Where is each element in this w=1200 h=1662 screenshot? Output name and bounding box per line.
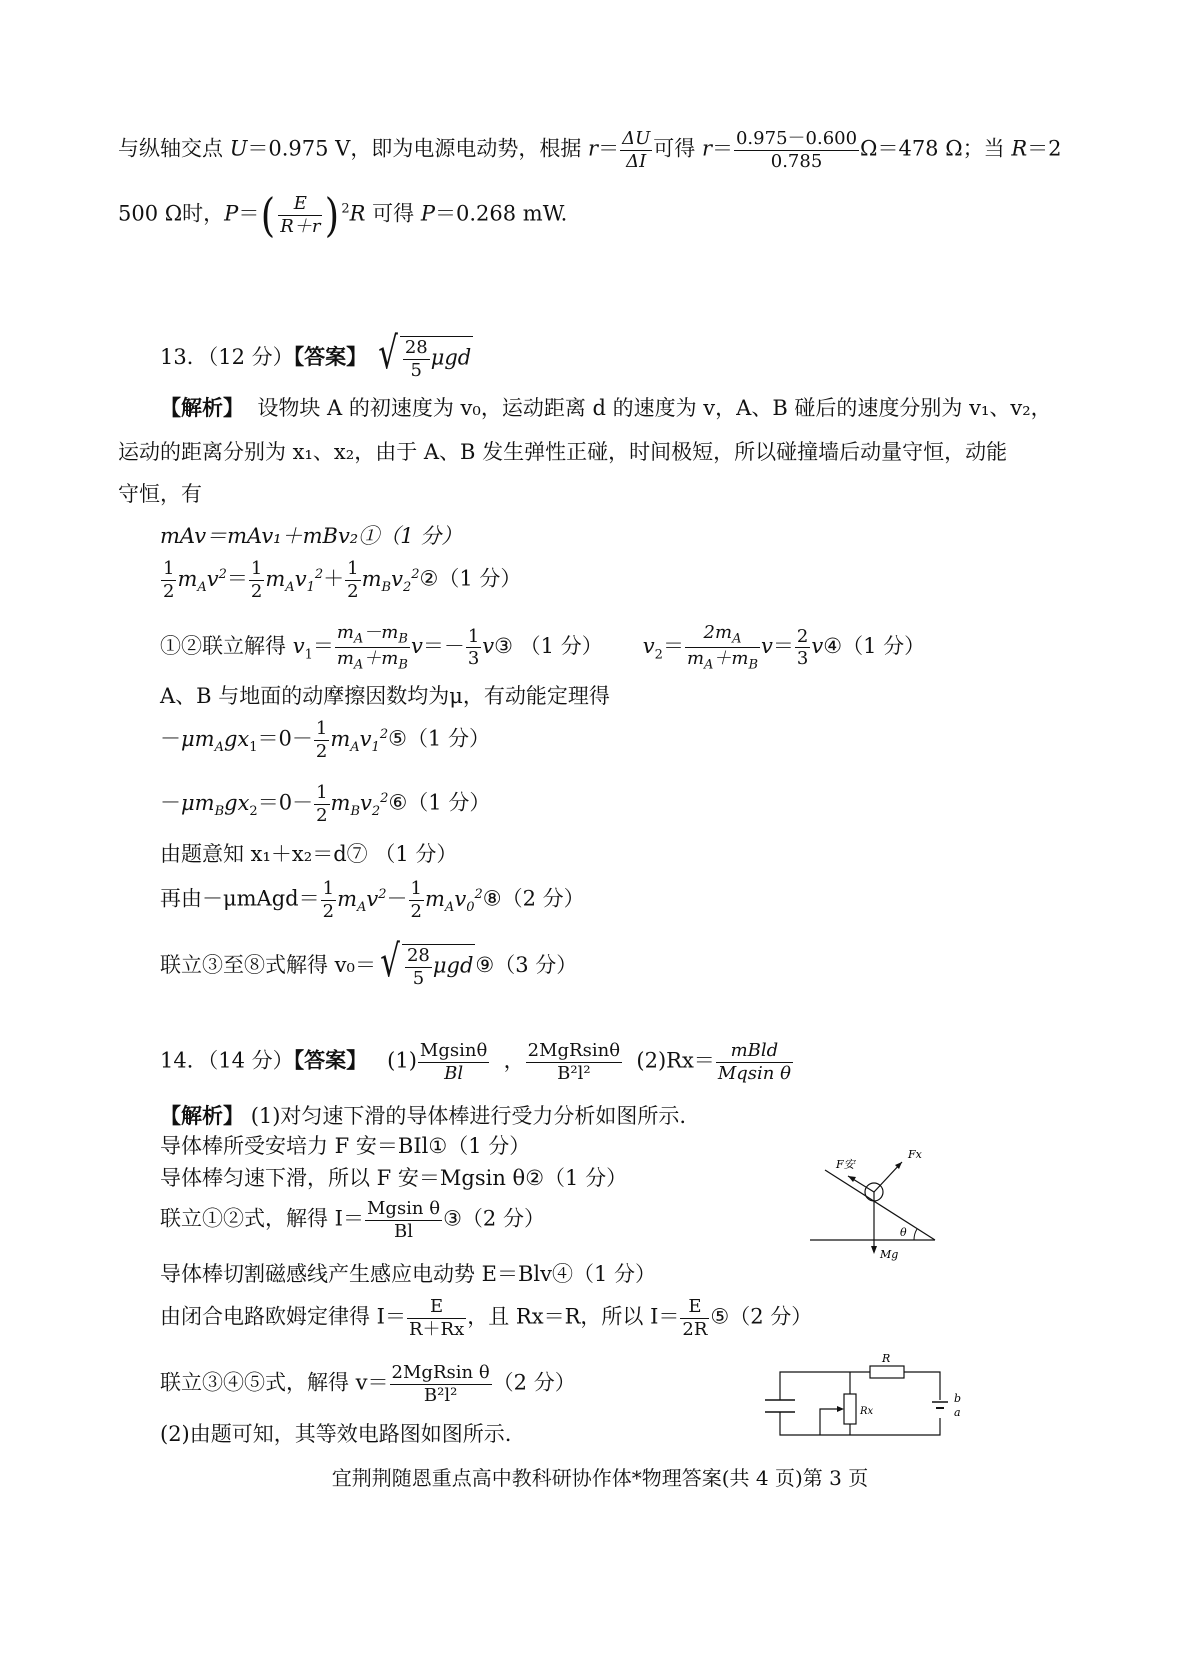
- text: Ω＝478 Ω；当: [860, 136, 1012, 161]
- text: ＝: [711, 136, 733, 161]
- resistor-rx: [844, 1394, 856, 1424]
- question-number: 14．（14 分）: [160, 1048, 294, 1073]
- text: r: [701, 136, 712, 161]
- fraction-power: [278, 193, 322, 237]
- frac: $\frac{1}{2}$: [322, 878, 335, 922]
- q13-eq7: 由题意知 x₁＋x₂＝d⑦ （1 分）: [160, 842, 458, 866]
- q13-eq9: [160, 936, 578, 989]
- points: （1 分）: [519, 634, 603, 659]
- frac-den: R＋Rx: [408, 1318, 465, 1340]
- text: ⑤（2 分）: [710, 1304, 813, 1329]
- frac-den: 2R: [682, 1318, 708, 1340]
- points: （2 分）: [501, 886, 585, 911]
- fraction-du-di: [620, 128, 652, 172]
- text: P: [420, 201, 435, 226]
- answer-label: 【答案】: [293, 344, 368, 370]
- frac: $\frac{1}{2}$: [316, 782, 328, 826]
- frac-den: Bl: [394, 1220, 414, 1242]
- angle-arc: [914, 1229, 917, 1240]
- frac-num: Mgsinθ: [419, 1040, 488, 1061]
- q14-s4: [160, 1198, 545, 1242]
- frac-den: 5: [410, 359, 422, 381]
- text: 500 Ω时，: [118, 201, 225, 226]
- q13-eq3: ①②联立解得 $v_1=$ $\frac{m_A-m_B}{m_A+m_B}$ v＝－ $\frac{1}{3}$ v③ （1 分） $v_2=$ $\frac{2m_A}{m_A+m_B}$ v＝ $\frac{2}{3}$ v④（1 分）: [160, 622, 926, 673]
- text: μgd: [430, 345, 472, 370]
- frac-den: B²l²: [423, 1384, 458, 1406]
- question-number: 13．（12 分）: [160, 345, 294, 370]
- text: ＝: [598, 136, 620, 161]
- q13-eq5: $-\mu m_Agx_1=0-$ $\frac{1}{2}$ $m_Av_1^2⑤(1$ 分）: [160, 718, 490, 762]
- text: 可得: [365, 201, 421, 226]
- label-b: b: [954, 1392, 962, 1405]
- text: (1)对匀速下滑的导体棒进行受力分析如图所示.: [250, 1104, 687, 1128]
- q13-eq4: A、B 与地面的动摩擦因数均为μ，有动能定理得: [160, 684, 610, 708]
- analysis-label: 【解析】: [160, 395, 244, 420]
- text: 与纵轴交点: [118, 136, 230, 161]
- label-r: R: [882, 1352, 891, 1365]
- frac: [390, 1362, 492, 1406]
- frac: $\frac{1}{2}$: [410, 878, 422, 922]
- q14-s1: [160, 1100, 686, 1130]
- text: 再由－μmAgd＝: [160, 886, 320, 911]
- circuit-diagram: [760, 1350, 980, 1450]
- frac-den: B²l²: [557, 1062, 591, 1084]
- sqrt-sign: √: [378, 328, 398, 379]
- text: (1): [387, 1048, 417, 1073]
- frac: $\frac{1}{2}$: [163, 558, 175, 602]
- frac-num: ΔU: [622, 128, 651, 149]
- label-fan: F安: [836, 1158, 855, 1171]
- label-fx: Fx: [908, 1148, 922, 1161]
- points: （1 分）: [438, 566, 522, 591]
- frac: $\frac{2}{3}$: [796, 625, 809, 670]
- frac-num: E: [680, 1296, 709, 1319]
- left-paren: (: [261, 188, 276, 242]
- q14-heading: 14．（14 分）【答案】 (1) $\frac{Mgsin\theta}{Bl}$ ， $\frac{\text{2MgRsinθ}}{\text{B²l²}}$ (2)Rx＝ $\frac{\text{mBld}}{\text{Mqsin θ}}$: [160, 1040, 791, 1084]
- arrowhead: [848, 1176, 856, 1182]
- answer-sqrt: [374, 328, 473, 381]
- points: （1 分）: [406, 726, 490, 751]
- q13-analysis-p2: 运动的距离分别为 x₁、x₂，由于 A、B 发生弹性正碰，时间极短，所以碰撞墙后动量守恒，动能: [118, 440, 1008, 464]
- text: 联立③至⑧式解得 v₀＝: [160, 953, 376, 978]
- frac-num: E: [407, 1296, 466, 1319]
- text: ＝0.975 V，即为电源电动势，根据: [247, 136, 589, 161]
- frac: [680, 1296, 709, 1340]
- frac: $\frac{1}{3}$: [467, 625, 480, 670]
- frac-num: E: [278, 193, 322, 216]
- answer-label: 【答案】: [293, 1047, 368, 1073]
- frac: [365, 1198, 442, 1242]
- q14-s5: 导体棒切割磁感线产生感应电动势 E＝Blv④（1 分）: [160, 1262, 657, 1286]
- sqrt-sign: √: [380, 936, 400, 987]
- text: R: [349, 201, 366, 226]
- top-line-1: [118, 128, 1062, 172]
- text: 联立③④⑤式，解得 v＝: [160, 1370, 389, 1395]
- text: R: [1011, 136, 1028, 161]
- text: ＝: [238, 201, 260, 226]
- frac: [418, 1040, 489, 1084]
- q13-eq1: mAv＝mAv₁＋mBv₂①（1 分）: [160, 524, 463, 548]
- frac-den: 0.785: [770, 150, 823, 172]
- points: （1 分）: [842, 634, 926, 659]
- frac: [407, 1296, 466, 1340]
- frac: [403, 337, 430, 381]
- analysis-label: 【解析】: [160, 1103, 244, 1128]
- text: P: [224, 201, 239, 226]
- frac-num: 2MgRsin θ: [391, 1362, 490, 1383]
- top-line-2: [118, 188, 568, 242]
- text: ＝2: [1027, 136, 1062, 161]
- slider-wire: [820, 1409, 842, 1435]
- points: ⑨（3 分）: [475, 953, 578, 978]
- arrowhead: [871, 1246, 877, 1254]
- frac-den: ΔI: [626, 150, 647, 172]
- text: ，且 Rx＝R，所以 I＝: [467, 1304, 680, 1329]
- q13-eq6: $-\mu m_Bgx_2=0-$ $\frac{1}{2}$ $m_Bv_2^2⑥(1$ 分）: [160, 782, 491, 826]
- q13-analysis-p3: 守恒，有: [118, 482, 202, 506]
- points: （1 分）: [407, 790, 491, 815]
- q14-s3: 导体棒匀速下滑，所以 F 安＝Mgsin θ②（1 分）: [160, 1166, 628, 1190]
- text: r: [588, 136, 599, 161]
- q14-s7: [160, 1362, 576, 1406]
- frac: [526, 1040, 622, 1084]
- page-footer: 宜荆荆随恩重点高中教科研协作体*物理答案(共 4 页)第 3 页: [331, 1466, 869, 1490]
- q14-s2: 导体棒所受安培力 F 安＝BIl①（1 分）: [160, 1134, 531, 1158]
- text: ③（2 分）: [443, 1206, 545, 1231]
- frac-num: Mgsin θ: [366, 1198, 441, 1219]
- force-diagram: [810, 1140, 950, 1275]
- fraction-r-value: [734, 128, 859, 172]
- q14-s8: (2)由题可知，其等效电路图如图所示.: [160, 1422, 512, 1446]
- incline-line: [825, 1170, 935, 1240]
- frac: $\frac{2m_A}{m_A+m_B}$: [686, 622, 759, 673]
- label-theta: θ: [900, 1226, 907, 1239]
- frac-den: R＋r: [280, 215, 321, 237]
- resistor-r: [870, 1366, 904, 1378]
- text: （2 分）: [492, 1370, 576, 1395]
- q13-eq2: $\frac{1}{2}$ $m_Av^2=$ $\frac{1}{2}$ $m_Av_1^2+$ $\frac{1}{2}$ $m_Bv_2^2②(1$ 分）: [163, 558, 522, 602]
- frac-num: 2MgRsinθ: [527, 1040, 621, 1061]
- text: ①②联立解得: [160, 634, 286, 659]
- q13-eq8: 再由－μmAgd＝ $\frac{1}{2}$ $m_Av^2-$ $\frac{1}{2}$ $m_Av_0^2⑧(2$ 分）: [160, 878, 585, 922]
- slider-arrow: [837, 1406, 844, 1412]
- frac-den: Bl: [444, 1062, 464, 1084]
- text: 由闭合电路欧姆定律得 I＝: [160, 1304, 406, 1329]
- text: 设物块 A 的初速度为 v₀，运动距离 d 的速度为 v，A、B 碰后的速度分别为 v₁、v₂，: [257, 396, 1052, 420]
- frac-den: Mqsin θ: [717, 1062, 791, 1084]
- sqrt: √ $\frac{28}{5}$ μgd: [380, 936, 474, 989]
- frac: $\frac{m_A-m_B}{m_A+m_B}$: [336, 622, 408, 673]
- frac-num: 0.975－0.600: [735, 128, 858, 149]
- text: 可得: [653, 136, 702, 161]
- frac-num: mBld: [716, 1040, 793, 1063]
- q13-analysis-p1: [160, 392, 1052, 422]
- frac: $\frac{1}{2}$: [347, 558, 359, 602]
- label-rx: Rx: [860, 1406, 874, 1417]
- text: U: [229, 136, 248, 161]
- frac: [716, 1040, 793, 1084]
- frac-num: 28: [404, 337, 428, 358]
- text: (2)Rx＝: [636, 1048, 715, 1073]
- circuit-wire-top: [780, 1372, 940, 1400]
- frac: $\frac{1}{2}$: [250, 558, 263, 602]
- right-paren: ): [325, 188, 340, 242]
- frac: $\frac{1}{2}$: [315, 718, 328, 762]
- label-mg: Mg: [880, 1248, 899, 1261]
- text: ＝0.268 mW.: [434, 201, 568, 226]
- text: 联立①②式，解得 I＝: [160, 1206, 364, 1231]
- exponent: 2: [341, 201, 350, 217]
- frac: $\frac{28}{5}$: [406, 945, 430, 989]
- q14-s6: [160, 1296, 812, 1340]
- q13-heading: [160, 328, 473, 381]
- label-a: a: [954, 1406, 961, 1419]
